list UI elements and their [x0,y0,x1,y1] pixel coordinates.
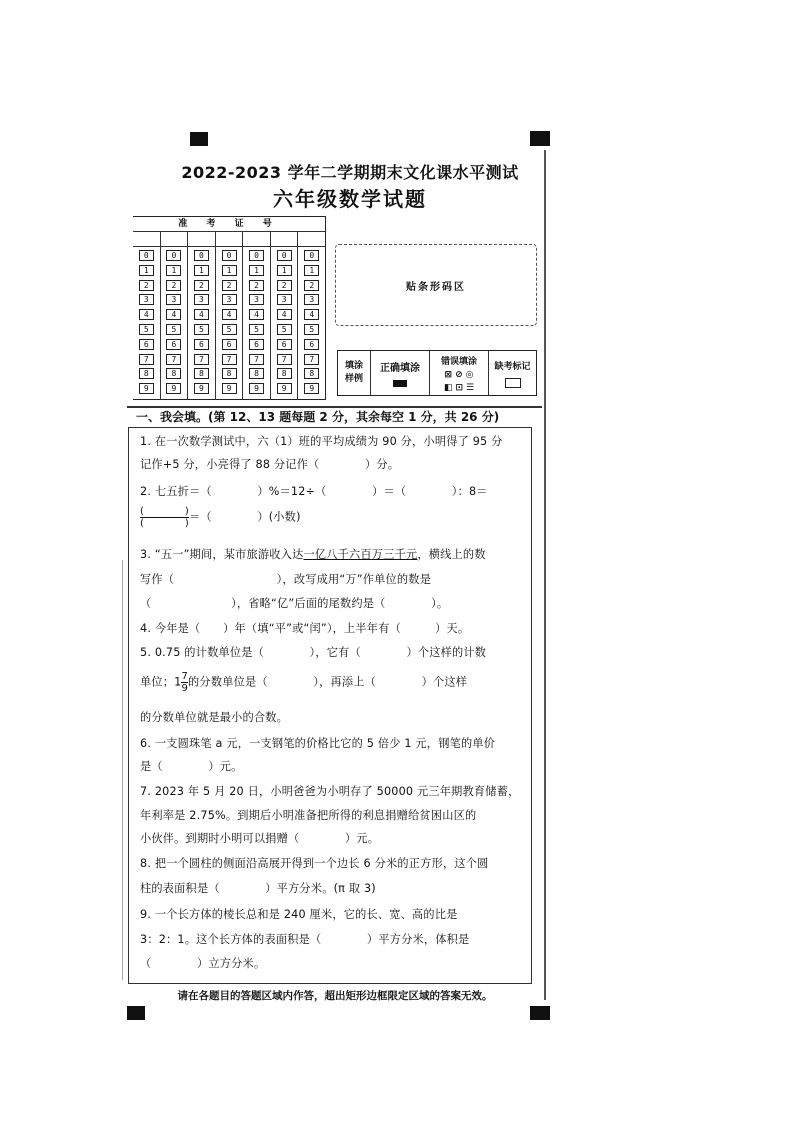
fill-sample-box [337,350,537,396]
lined-bubble-icon: ☰ [465,382,475,393]
q2-line-a: 2. 七五折＝（ ）%＝12÷（ ）＝（ ）：8＝ [140,485,488,498]
q3-line-c: （ ），省略“亿”后面的尾数约是（ ）。 [140,597,449,610]
id-digit-bubble[interactable]: 1 [222,265,237,276]
id-digit-bubble[interactable]: 6 [277,339,292,350]
half-bubble-icon: ◧ [443,382,453,393]
q7-line-c: 小伙伴。到期时小明可以捐赠（ ）元。 [140,832,380,845]
id-digit-bubble[interactable]: 3 [194,294,209,305]
id-digit-bubble[interactable]: 9 [249,383,264,394]
exam-subtitle: 六年级数学试题 [273,187,427,211]
id-digit-bubble[interactable]: 3 [277,294,292,305]
id-column [216,247,244,400]
id-digit-bubble[interactable]: 7 [139,354,154,365]
id-digit-bubble[interactable]: 8 [304,368,319,379]
id-digit-bubble[interactable]: 7 [194,354,209,365]
absent-mark-box[interactable] [505,378,521,388]
barcode-label: 贴条形码区 [406,281,466,293]
id-digit-bubble[interactable]: 3 [249,294,264,305]
id-digit-bubble[interactable]: 5 [249,324,264,335]
id-digit-bubble[interactable]: 7 [166,354,181,365]
id-digit-bubble[interactable]: 4 [166,309,181,320]
id-digit-bubble[interactable]: 1 [249,265,264,276]
id-digit-bubble[interactable]: 1 [304,265,319,276]
fill-sample-label: 填涂样例 [338,351,371,395]
id-digit-bubble[interactable]: 2 [222,280,237,291]
id-digit-bubble[interactable]: 9 [166,383,181,394]
id-digit-bubble[interactable]: 6 [194,339,209,350]
id-digit-bubble[interactable]: 7 [304,354,319,365]
id-digit-bubble[interactable]: 8 [222,368,237,379]
id-digit-bubble[interactable]: 6 [166,339,181,350]
id-bubble-columns[interactable] [133,247,325,400]
id-column [298,247,325,400]
id-digit-bubble[interactable]: 6 [249,339,264,350]
id-digit-bubble[interactable]: 4 [304,309,319,320]
id-digit-bubble[interactable]: 5 [277,324,292,335]
circle-bubble-icon: ◎ [465,369,474,380]
id-digit-bubble[interactable]: 2 [166,280,181,291]
id-digit-bubble[interactable]: 2 [194,280,209,291]
id-digit-bubble[interactable]: 7 [277,354,292,365]
id-digit-bubble[interactable]: 0 [166,250,181,261]
cross-bubble-icon: ⊠ [444,369,453,380]
id-digit-bubble[interactable]: 8 [277,368,292,379]
id-digit-bubble[interactable]: 2 [277,280,292,291]
q5-line-c: 的分数单位就是最小的合数。 [140,711,289,724]
absent-mark-sample: 缺考标记 [489,351,536,395]
filled-bubble-icon [393,380,407,387]
id-digit-bubble[interactable]: 6 [222,339,237,350]
id-digit-bubble[interactable]: 8 [166,368,181,379]
id-digit-bubble[interactable]: 5 [304,324,319,335]
q1-line-a: 1. 在一次数学测试中，六（1）班的平均成绩为 90 分，小明得了 95 分 [140,435,503,448]
q8-line-b: 柱的表面积是（ ）平方分米。(π 取 3) [140,882,376,895]
id-column [188,247,216,400]
wrong-fill-sample: 错误填涂 ⊠ ⊘ ◎ ◧ ⊡ ☰ [430,351,489,395]
id-digit-bubble[interactable]: 0 [249,250,264,261]
q4-line: 4. 今年是（ ）年（填“平”或“闰”），上半年有（ ）天。 [140,622,470,635]
section1-title: 一、我会填。(第 12、13 题每题 2 分，其余每空 1 分，共 26 分) [136,410,500,424]
q9-line-c: （ ）立方分米。 [140,957,266,970]
id-write-row[interactable] [133,232,325,247]
id-digit-bubble[interactable]: 3 [222,294,237,305]
id-digit-bubble[interactable]: 9 [194,383,209,394]
page-edge-left [122,560,123,980]
q7-line-a: 7. 2023 年 5 月 20 日，小明爸爸为小明存了 50000 元三年期教育储蓄， [140,785,520,798]
id-digit-bubble[interactable]: 7 [222,354,237,365]
student-id-grid [133,216,326,400]
id-digit-bubble[interactable]: 9 [277,383,292,394]
id-digit-bubble[interactable]: 2 [139,280,154,291]
check-bubble-icon: ⊘ [455,369,463,380]
id-grid-label: 准 考 证 号 [133,217,325,232]
id-digit-bubble[interactable]: 6 [304,339,319,350]
id-digit-bubble[interactable]: 8 [249,368,264,379]
id-digit-bubble[interactable]: 1 [139,265,154,276]
id-digit-bubble[interactable]: 2 [304,280,319,291]
wrong-mark-icons [445,370,474,380]
page-edge-right [544,150,546,1000]
q2-line-b: $\frac{( )}{( )}$ ＝（ ）(小数) [140,506,301,529]
id-digit-bubble[interactable]: 0 [304,250,319,261]
registration-mark-top-left [190,132,208,146]
q9-line-a: 9. 一个长方体的棱长总和是 240 厘米，它的长、宽、高的比是 [140,908,458,921]
id-digit-bubble[interactable]: 7 [249,354,264,365]
id-digit-bubble[interactable]: 1 [166,265,181,276]
q6-line-b: 是（ ）元。 [140,760,243,773]
q5-line-b: 单位；1 $\frac{7}{9}$ 的分数单位是（ ），再添上（ ）个这样 [140,671,468,694]
q8-line-a: 8. 把一个圆柱的侧面沿高展开得到一个边长 6 分米的正方形，这个圆 [140,857,489,870]
id-digit-bubble[interactable]: 8 [139,368,154,379]
id-digit-bubble[interactable]: 2 [249,280,264,291]
q3-line-b: 写作（ ），改写成用“万”作单位的数是 [140,573,432,586]
id-column [271,247,299,400]
id-digit-bubble[interactable]: 3 [139,294,154,305]
footer-note: 请在各题目的答题区域内作答，超出矩形边框限定区域的答案无效。 [177,990,493,1002]
exam-title: 2022-2023 学年二学期期末文化课水平测试 [181,163,519,182]
id-digit-bubble[interactable]: 5 [222,324,237,335]
q6-line-a: 6. 一支圆珠笔 a 元，一支钢笔的价格比它的 5 倍少 1 元，钢笔的单价 [140,737,496,750]
id-digit-bubble[interactable]: 9 [304,383,319,394]
id-digit-bubble[interactable]: 9 [139,383,154,394]
id-digit-bubble[interactable]: 3 [304,294,319,305]
correct-fill-sample: 正确填涂 [371,351,430,395]
q5-fraction: $\frac{7}{9}$ [181,671,189,694]
id-digit-bubble[interactable]: 0 [194,250,209,261]
q7-line-b: 年利率是 2.75%。到期后小明准备把所得的利息捐赠给贫困山区的 [140,809,477,822]
id-digit-bubble[interactable]: 0 [222,250,237,261]
id-digit-bubble[interactable]: 4 [249,309,264,320]
q1-line-b: 记作+5 分，小亮得了 88 分记作（ ）分。 [140,458,400,471]
id-digit-bubble[interactable]: 0 [139,250,154,261]
q3-line-a: 3. “五一”期间，某市旅游收入达一亿八千六百万三千元，横线上的数 [140,548,486,561]
id-column [243,247,271,400]
id-digit-bubble[interactable]: 4 [139,309,154,320]
id-digit-bubble[interactable]: 9 [222,383,237,394]
id-digit-bubble[interactable]: 5 [194,324,209,335]
id-digit-bubble[interactable]: 5 [166,324,181,335]
q2-fraction: $\frac{( )}{( )}$ [140,506,190,529]
id-digit-bubble[interactable]: 1 [277,265,292,276]
registration-mark-bottom-left [127,1006,145,1020]
q5-line-a: 5. 0.75 的计数单位是（ ），它有（ ）个这样的计数 [140,646,487,659]
id-column [133,247,161,400]
dot-bubble-icon: ⊡ [455,382,463,393]
id-digit-bubble[interactable]: 8 [194,368,209,379]
id-digit-bubble[interactable]: 4 [277,309,292,320]
id-digit-bubble[interactable]: 0 [277,250,292,261]
registration-mark-top-right [530,131,550,146]
registration-mark-bottom-right [530,1006,550,1020]
id-digit-bubble[interactable]: 3 [166,294,181,305]
q9-line-b: 3：2：1。这个长方体的表面积是（ ）平方分米，体积是 [140,933,470,946]
id-column [161,247,189,400]
id-digit-bubble[interactable]: 5 [139,324,154,335]
barcode-area [335,244,537,326]
id-digit-bubble[interactable]: 4 [222,309,237,320]
id-digit-bubble[interactable]: 1 [194,265,209,276]
id-digit-bubble[interactable]: 4 [194,309,209,320]
id-digit-bubble[interactable]: 6 [139,339,154,350]
